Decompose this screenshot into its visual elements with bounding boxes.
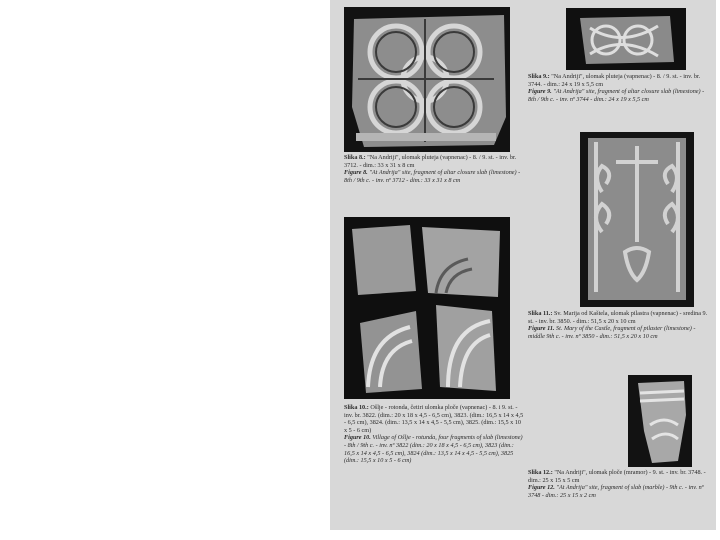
figure-12-en-text: "At Andrija" site, fragment of slab (marble) - 9th c. - inv. nº 3748 - dim.: 25 x 15 x 2 cm xyxy=(528,484,704,499)
figure-9-en-label: Figure 9. xyxy=(528,88,552,96)
figure-12-photo xyxy=(628,375,692,467)
figure-11-photo xyxy=(580,132,694,307)
figure-8-en-label: Figure 8. xyxy=(344,169,368,177)
figure-11-text: Sv. Marija od Kaštela, ulomak pilastra (vapnenac) - sredina 9. st. - inv. br. 3850. - dim.: 51,5 x 20 x 10 cm xyxy=(528,310,708,325)
figure-10-caption xyxy=(344,404,524,465)
figure-12-en-label: Figure 12. xyxy=(528,484,555,492)
figure-9-en-text: "At Andrija" site, fragment of altar closure slab (limestone) - 8th / 9th c. - inv. nº 3744 - dim.: 24 x 19 x 5,5 cm xyxy=(528,88,705,103)
figure-9-caption xyxy=(528,73,708,103)
scanned-page xyxy=(330,0,716,530)
figure-9-text: "Na Andriji", ulomak pluteja (vapnenac) - 8. / 9. st. - inv. br. 3744. - dim.: 24 x 19 x 5,5 cm xyxy=(528,73,701,88)
figure-9-label: Slika 9.: xyxy=(528,73,550,80)
figure-10-label: Slika 10.: xyxy=(344,404,369,411)
figure-12-label: Slika 12.: xyxy=(528,469,553,476)
figure-10-en-text: Village of Ošlje - rotunda, four fragments of slab (limestone) - 8th / 9th c. - inv. nº 3822 (dim.: 20 x 18 x 4,5 - 6,5 cm), 3823 (dim.: 16,5 x 14 x 4,5 - 6,5 cm), 3824 (dim.: 13,5 x 14 x 4,5 - 5,5 cm), 3825 (dim.: 15,5 x 10 x 5 - 6 cm) xyxy=(344,434,523,465)
figure-8-en-text: "At Andrija" site, fragment of altar closure slab (limestone) - 8th / 9th c. - inv. nº 3712 - dim.: 33 x 31 x 8 cm xyxy=(344,169,521,184)
figure-9-photo xyxy=(566,8,686,70)
figure-10-en-label: Figure 10. xyxy=(344,434,371,442)
figure-11-label: Slika 11.: xyxy=(528,310,553,317)
figure-10-photo xyxy=(344,217,510,399)
figure-11-en-text: St. Mary of the Castle, fragment of pilaster (limestone) - middle 9th c. - inv. nº 3850 - dim.: 51,5 x 20 x 10 cm xyxy=(528,325,696,340)
figure-8-caption xyxy=(344,154,524,184)
figure-10-text: Ošlje - rotonda, četiri ulomka ploče (vapnenac) - 8. i 9. st. - inv. br. 3822. (dim.: 20 x 18 x 4,5 - 6,5 cm), 3823. (dim.: 16,5 x 14 x 4,5 - 6,5 cm), 3824. (dim.: 13,5 x 14 x 4,5 - 5,5 cm), 3825. (dim.: 15,5 x 10 x 5 - 6 cm) xyxy=(344,404,524,434)
figure-12-text: "Na Andriji", ulomak ploče (mramor) - 9. st. - inv. br. 3748. - dim.: 25 x 15 x 5 cm xyxy=(528,469,706,484)
figure-11-en-label: Figure 11. xyxy=(528,325,555,333)
figure-8-label: Slika 8.: xyxy=(344,154,366,161)
figure-8-photo xyxy=(344,7,510,152)
figure-8-text: "Na Andriji", ulomak pluteja (vapnenac) - 8. / 9. st. - inv. br. 3712. - dim.: 33 x 31 x 8 cm xyxy=(344,154,517,169)
figure-11-caption xyxy=(528,310,708,340)
figure-12-caption xyxy=(528,469,708,499)
